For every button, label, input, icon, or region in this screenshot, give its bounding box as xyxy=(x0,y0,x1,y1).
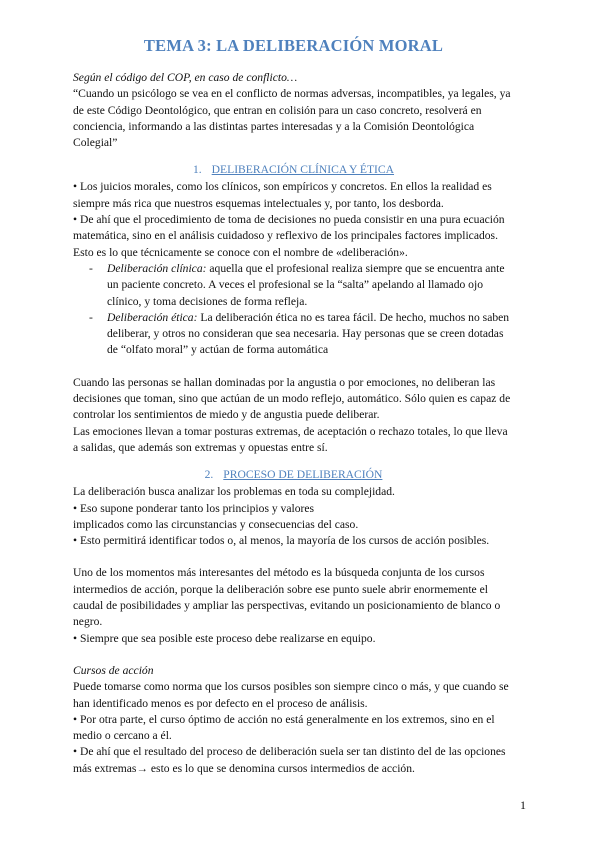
deliberation-types-list xyxy=(73,261,514,359)
intro-quote: “Cuando un psicólogo se vea en el conflicto de normas adversas, incompatibles, ya legales, ya de este Código Deontológico, que entran en colisión para un caso concreto, resolverá en conciencia, informando a las distintas partes interesadas y a la Comisión Deontológica Colegial” xyxy=(73,87,511,150)
page-title: TEMA 3: LA DELIBERACIÓN MORAL xyxy=(143,36,444,55)
section-2-paragraph-6: • Siempre que sea posible este proceso debe realizarse en equipo. xyxy=(73,631,376,645)
dash-bullet: - xyxy=(89,310,93,324)
list-item-etica xyxy=(89,310,514,359)
section-1-paragraph-4: Las emociones llevan a tomar posturas extremas, de aceptación o rechazo totales, lo que lleva a salidas, que además son extremas y opuestas entre sí. xyxy=(73,424,508,454)
cursos-paragraph-3: • De ahí que el resultado del proceso de deliberación suela ser tan distinto del de las opciones más extremas→ esto es lo que se denomina cursos intermedios de acción. xyxy=(73,745,506,775)
intro-lead: Según el código del COP, en caso de conflicto… xyxy=(73,71,298,84)
section-2-heading xyxy=(73,467,514,483)
section-2-paragraph-5: Uno de los momentos más interesantes del método es la búsqueda conjunta de los cursos intermedios de acción, porque la deliberación sobre ese punto suele abrir enormemente el caudal de posibilidades y ampliar las perspectivas, evitando un posicionamiento de blanco o negro. xyxy=(73,566,501,629)
section-1-paragraph-3: Cuando las personas se hallan dominadas por la angustia o por emociones, no deliberan las decisiones que toman, sino que actúan de un modo reflejo, automático. Sólo quien es capaz de controlar los sentimientos de miedo y de angustia puede deliberar. xyxy=(73,375,511,422)
cursos-paragraph-1: Puede tomarse como norma que los cursos posibles son siempre cinco o más, y que cuando se han identificado menos es por defecto en el proceso de análisis. xyxy=(73,680,509,710)
section-2-paragraph-4: • Esto permitirá identificar todos o, al menos, la mayoría de los cursos de acción posibles. xyxy=(73,534,490,548)
cursos-paragraph-2: • Por otra parte, el curso óptimo de acción no está generalmente en los extremos, sino en el medio o cercano a él. xyxy=(73,712,495,743)
section-2-paragraph-3: implicados como las circunstancias y consecuencias del caso. xyxy=(73,517,359,531)
section-1-title: DELIBERACIÓN CLÍNICA Y ÉTICA xyxy=(211,163,395,177)
section-2-paragraph-1: La deliberación busca analizar los problemas en toda su complejidad. xyxy=(73,485,395,499)
page-number: 1 xyxy=(520,798,526,812)
list-item-clinica xyxy=(89,261,514,310)
term-etica: Deliberación ética: xyxy=(107,310,198,324)
text-etica: La deliberación ética no es tarea fácil. De hecho, muchos no saben deliberar, y otros no consideran que sea necesaria. Hay personas que se creen dotadas de “olfato moral” y actúan de forma automática xyxy=(107,310,510,357)
section-2-title: PROCESO DE DELIBERACIÓN xyxy=(223,468,383,482)
section-1-number: 1. xyxy=(192,163,202,177)
section-2-paragraph-2: • Eso supone ponderar tanto los principios y valores xyxy=(73,501,315,515)
term-clinica: Deliberación clínica: xyxy=(107,261,207,275)
cursos-heading: Cursos de acción xyxy=(73,663,154,677)
section-2-number: 2. xyxy=(204,468,214,482)
dash-bullet: - xyxy=(89,261,93,275)
section-1-paragraph-2: • De ahí que el procedimiento de toma de decisiones no pueda consistir en una pura ecuación matemática, sino en el análisis cuidadoso y reflexivo de los principales factores implicados. Esto es lo que técnicamente se conoce con el nombre de «deliberación». xyxy=(73,213,505,259)
text-clinica: aquella que el profesional realiza siempre que se encuentra ante un paciente concreto. A veces el profesional se la “salta” apelando al llamado ojo clínico, y toma decisiones de forma refleja. xyxy=(107,261,505,308)
section-1-heading xyxy=(73,162,514,178)
section-1-paragraph-1: • Los juicios morales, como los clínicos, son empíricos y concretos. En ellos la realidad es siempre más rica que nuestros esquemas intelectuales y, por tanto, los desborda. xyxy=(73,180,492,210)
